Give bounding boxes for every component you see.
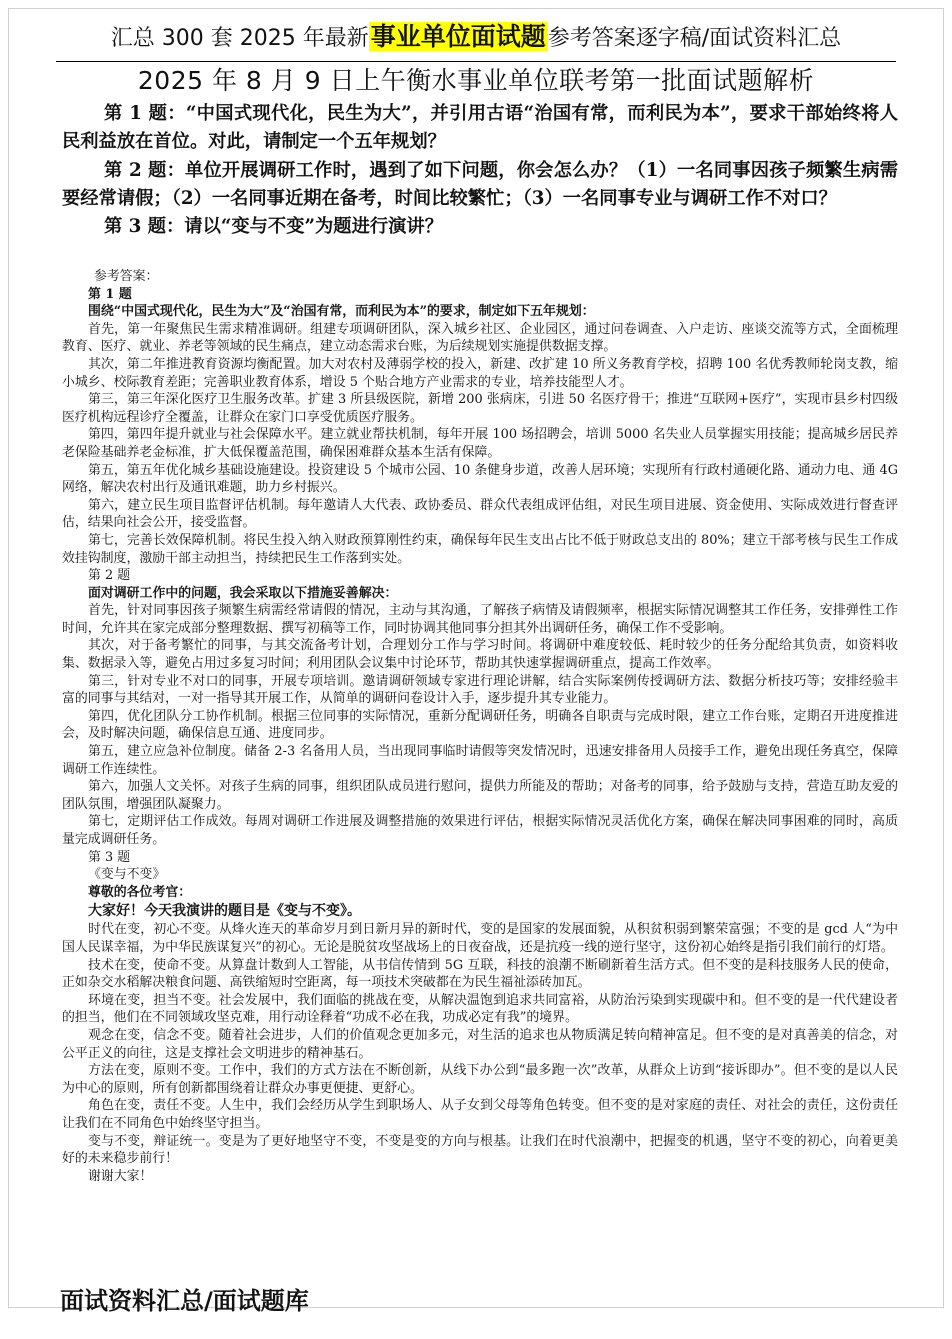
q1-paragraph: 第三，第三年深化医疗卫生服务改革。扩建 3 所县级医院，新增 200 张病床，引进 50 名医疗骨干；推进“互联网+医疗”，实现市县乡村四级医疗机构远程诊疗全覆盖，让群众在家门口享受优质医疗服务。 — [62, 392, 898, 425]
speech-closing: 谢谢大家！ — [88, 1168, 153, 1184]
q3-heading: 第 3 题 — [88, 849, 131, 865]
banner-highlight: 事业单位面试题 — [370, 22, 546, 51]
footer-title: 面试资料汇总/面试题库 — [60, 1287, 309, 1315]
q2-paragraph: 第五，建立应急补位制度。储备 2-3 名备用人员，当出现同事临时请假等突发情况时，迅速安排备用人员接手工作，避免出现任务真空，保障调研工作连续性。 — [62, 744, 898, 777]
document-title: 2025 年 8 月 9 日上午衡水事业单位联考第一批面试题解析 — [137, 66, 815, 95]
q1-paragraph: 第四，第四年提升就业与社会保障水平。建立就业帮扶机制，每年开展 100 场招聘会，培训 5000 名失业人员掌握实用技能；提高城乡居民养老保险基础养老金标准，扩大低保覆盖范围，确保困难群众基本生活有保障。 — [62, 427, 898, 460]
speech-paragraph: 方法在变，原则不变。工作中，我们的方式方法在不断创新，从线下办公到“最多跑一次”改革，从群众上访到“接诉即办”。但不变的是以人民为中心的原则，所有创新都围绕着让群众办事更便捷、更舒心。 — [62, 1063, 898, 1096]
q2-paragraph: 第三，针对专业不对口的同事，开展专项培训。邀请调研领域专家进行理论讲解，结合实际案例传授调研方法、数据分析技巧等；安排经验丰富的同事与其结对，一对一指导其开展工作，从简单的调研问卷设计入手，逐步提升其专业能力。 — [62, 673, 898, 707]
question-3: 第 3 题：请以“变与不变”为题进行演讲？ — [104, 216, 443, 238]
q1-paragraph: 第七，完善长效保障机制。将民生投入纳入财政预算刚性约束，确保每年民生支出占比不低于财政总支出的 80%；建立干部考核与民生工作成效挂钩制度，激励干部主动担当，持续把民生工作落到实处。 — [62, 532, 898, 566]
q1-paragraph: 第五，第五年优化城乡基础设施建设。投资建设 5 个城市公园、10 条健身步道，改善人居环境；实现所有行政村通硬化路、通动力电、通 4G 网络，解决农村出行及通讯难题，助力乡村振兴。 — [62, 462, 898, 496]
q1-paragraph: 首先，第一年聚焦民生需求精准调研。组建专项调研团队，深入城乡社区、企业园区，通过问卷调查、入户走访、座谈交流等方式，全面梳理教育、医疗、就业、养老等领域的民生痛点，建立动态需求台账，为后续规划实施提供数据支撑。 — [62, 321, 898, 355]
speech-paragraph: 时代在变，初心不变。从烽火连天的革命岁月到日新月异的新时代，变的是国家的发展面貌，从积贫积弱到繁荣富强；不变的是 gcd 人“为中国人民谋幸福，为中华民族谋复兴”的初心。无论是脱贫攻坚战场上的日夜奋战，还是抗疫一线的逆行坚守，这份初心始终是指引我们前行的灯塔。 — [62, 922, 898, 955]
banner — [0, 22, 952, 54]
q1-lead: 围绕“中国式现代化，民生为大”及“治国有常，而利民为本”的要求，制定如下五年规划： — [88, 304, 595, 320]
q2-paragraph: 其次，对于备考繁忙的同事，与其交流备考计划，合理划分工作与学习时间。将调研中难度较低、耗时较少的任务分配给其负责，如资料收集、数据录入等，避免占用过多复习时间；利用团队会议集中讨论环节，帮助其快速掌握调研重点，提高工作效率。 — [62, 638, 898, 672]
q2-paragraph: 第六，加强人文关怀。对孩子生病的同事，组织团队成员进行慰问，提供力所能及的帮助；对备考的同事，给予鼓励与支持，营造互助友爱的团队氛围，增强团队凝聚力。 — [62, 779, 898, 812]
q2-heading: 第 2 题 — [88, 568, 131, 584]
question-2: 第 2 题：单位开展调研工作时，遇到了如下问题，你会怎么办？（1）一名同事因孩子频繁生病需要经常请假；（2）一名同事近期在备考，时间比较繁忙；（3）一名同事专业与调研工作不对口？ — [62, 159, 898, 209]
banner-prefix: 汇总 300 套 2025 年最新 — [110, 26, 369, 51]
speech-paragraph: 技术在变，使命不变。从算盘计数到人工智能，从书信传情到 5G 互联，科技的浪潮不断刷新着生活方式。但不变的是科技服务人民的使命，正如杂交水稻解决粮食问题、高铁缩短时空距离，每一项技术突破都在为民生福祉添砖加瓦。 — [62, 957, 898, 991]
q1-heading: 第 1 题 — [88, 286, 132, 302]
q2-lead: 面对调研工作中的问题，我会采取以下措施妥善解决： — [88, 585, 398, 601]
answer-section — [62, 268, 898, 1185]
speech-paragraph: 环境在变，担当不变。社会发展中，我们面临的挑战在变，从解决温饱到追求共同富裕，从防治污染到实现碳中和。但不变的是一代代建设者的担当，他们在不同领域攻坚克难，用行动诠释着“功成不必在我，功成必定有我”的境界。 — [62, 992, 898, 1026]
speech-paragraph: 变与不变，辩证统一。变是为了更好地坚守不变，不变是变的方向与根基。让我们在时代浪潮中，把握变的机遇，坚守不变的初心，向着更美好的未来稳步前行！ — [62, 1133, 898, 1167]
speech-title: 《变与不变》 — [88, 867, 166, 883]
question-list — [62, 100, 898, 241]
speech-paragraph: 角色在变，责任不变。人生中，我们会经历从学生到职场人、从子女到父母等角色转变。但不变的是对家庭的责任、对社会的责任，这份责任让我们在不同角色中始终坚守担当。 — [62, 1098, 898, 1131]
speech-greeting: 尊敬的各位考官： — [88, 884, 192, 900]
answers-label: 参考答案： — [94, 269, 159, 284]
speech-opening: 大家好！今天我演讲的题目是《变与不变》。 — [88, 903, 361, 920]
banner-suffix: 参考答案逐字稿/面试资料汇总 — [547, 26, 842, 51]
speech-paragraph: 观念在变，信念不变。随着社会进步，人们的价值观念更加多元，对生活的追求也从物质满足转向精神富足。但不变的是对真善美的信念，对公平正义的向往，这是支撑社会文明进步的精神基石。 — [62, 1027, 898, 1061]
q1-paragraph: 第六，建立民生项目监督评估机制。每年邀请人大代表、政协委员、群众代表组成评估组，对民生项目进展、资金使用、实际成效进行督查评估，结果向社会公开，接受监督。 — [62, 497, 898, 531]
q2-paragraph: 第七，定期评估工作成效。每周对调研工作进展及调整措施的效果进行评估，根据实际情况灵活优化方案，确保在解决同事困难的同时，高质量完成调研任务。 — [62, 814, 898, 847]
q2-paragraph: 首先，针对同事因孩子频繁生病需经常请假的情况，主动与其沟通，了解孩子病情及请假频率，根据实际情况调整其工作任务，安排弹性工作时间，允许其在家完成部分整理数据、撰写初稿等工作，同时协调其他同事分担其外出调研任务，确保工作不受影响。 — [62, 603, 898, 636]
question-1: 第 1 题：“中国式现代化，民生为大”，并引用古语“治国有常，而利民为本”，要求干部始终将人民利益放在首位。对此，请制定一个五年规划？ — [62, 103, 898, 153]
q2-paragraph: 第四，优化团队分工协作机制。根据三位同事的实际情况，重新分配调研任务，明确各自职责与完成时限，建立工作台账，定期召开进度推进会，及时解决问题，确保信息互通、进度同步。 — [62, 708, 898, 742]
banner-divider — [56, 61, 896, 62]
q1-paragraph: 其次，第二年推进教育资源均衡配置。加大对农村及薄弱学校的投入，新建、改扩建 10 所义务教育学校，招聘 100 名优秀教师轮岗支教，缩小城乡、校际教育差距；完善职业教育体系，增设 5 个贴合地方产业需求的专业，培养技能型人才。 — [62, 356, 898, 390]
